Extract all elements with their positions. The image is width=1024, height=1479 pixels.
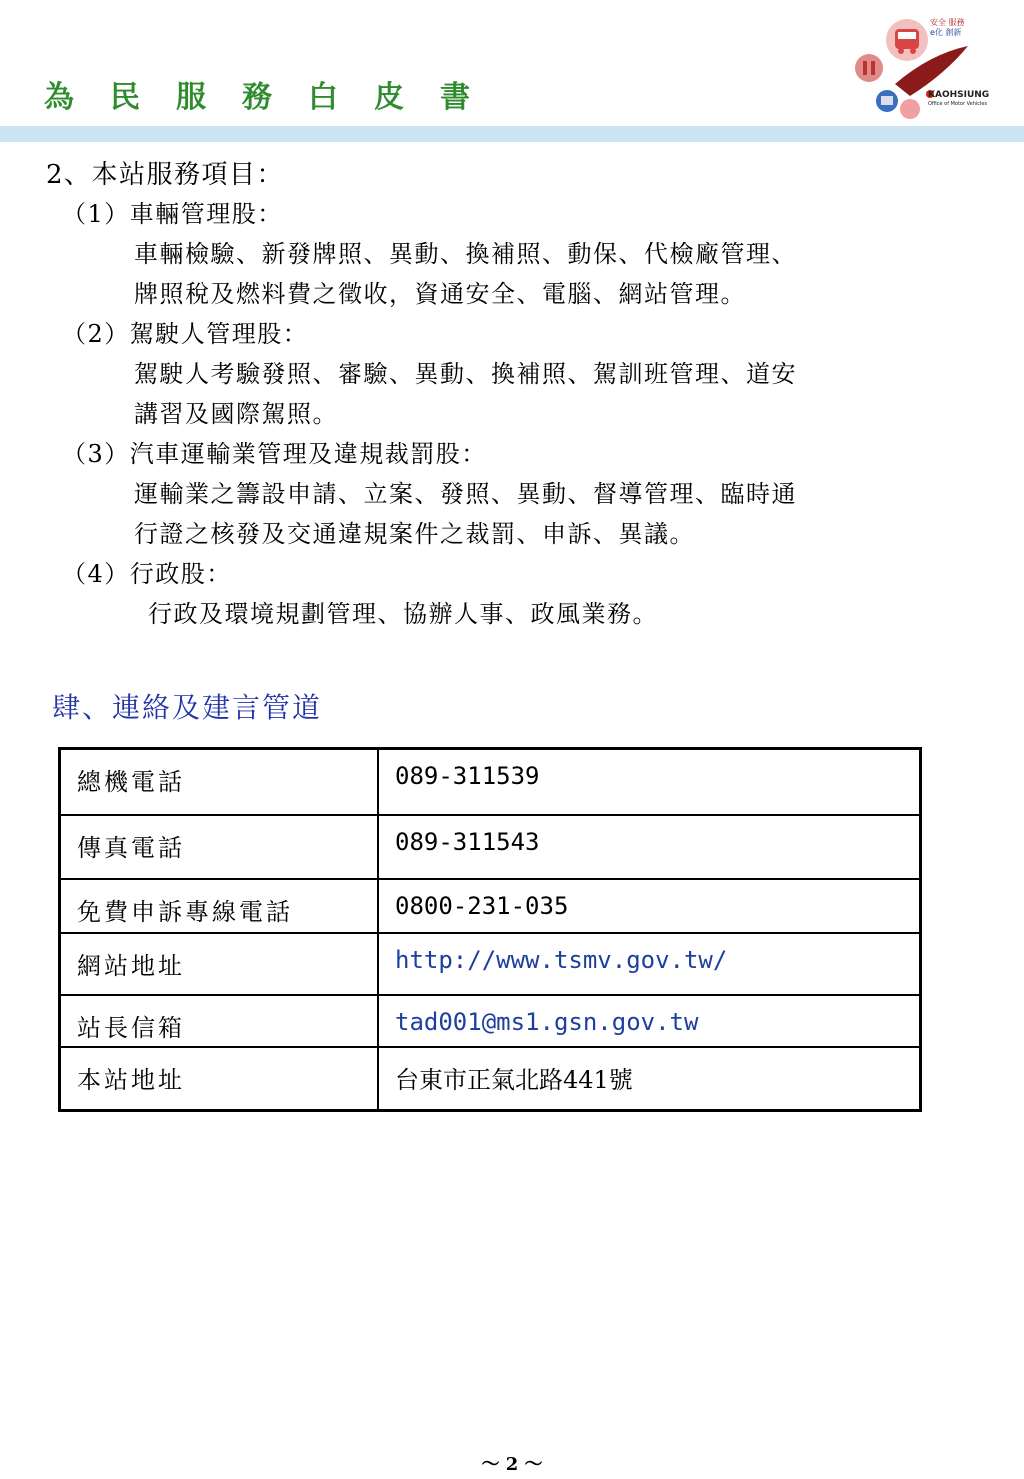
logo-slogan-line1: 安全 服務 bbox=[930, 18, 965, 27]
logo-slogan-line2: e化 創新 bbox=[930, 28, 962, 37]
service-item-desc: 運輸業之籌設申請、立案、發照、異動、督導管理、臨時通 bbox=[134, 480, 797, 508]
website-link[interactable]: http://www.tsmv.gov.tw/ bbox=[378, 933, 921, 995]
contact-value: 089-311539 bbox=[378, 749, 921, 815]
service-item-title: （1）車輛管理股： bbox=[62, 200, 283, 228]
header-divider-band bbox=[0, 126, 1024, 142]
contact-label: 本站地址 bbox=[60, 1047, 379, 1111]
people-circle-icon bbox=[855, 54, 883, 82]
motor-vehicles-office-logo bbox=[850, 14, 990, 124]
contact-section-heading: 肆、連絡及建言管道 bbox=[52, 691, 323, 724]
contact-value: 089-311543 bbox=[378, 815, 921, 879]
contact-value: 0800-231-035 bbox=[378, 879, 921, 933]
services-heading: 2、本站服務項目： bbox=[46, 160, 285, 190]
table-row bbox=[60, 749, 921, 815]
contact-value: 台東市正氣北路441號 bbox=[378, 1047, 921, 1111]
contact-label: 免費申訴專線電話 bbox=[60, 879, 379, 933]
service-item-desc: 牌照稅及燃料費之徵收，資通安全、電腦、網站管理。 bbox=[134, 280, 746, 308]
contact-label: 站長信箱 bbox=[60, 995, 379, 1047]
table-row bbox=[60, 933, 921, 995]
page-header-title: 為民服務白皮書 bbox=[44, 80, 506, 115]
logo-slogan bbox=[930, 18, 965, 38]
contact-table bbox=[58, 747, 922, 1112]
service-item-title: （4）行政股： bbox=[62, 560, 232, 588]
innovation-badge-icon bbox=[900, 99, 920, 119]
logo-city-text: KAOHSIUNG bbox=[928, 90, 990, 100]
service-item-desc: 行政及環境規劃管理、協辦人事、政風業務。 bbox=[148, 600, 658, 628]
table-row bbox=[60, 879, 921, 933]
page-number: ～ 2 ～ bbox=[481, 1454, 543, 1475]
service-item-desc: 講習及國際駕照。 bbox=[134, 400, 338, 428]
contact-label: 傳真電話 bbox=[60, 815, 379, 879]
service-item-desc: 行證之核發及交通違規案件之裁罰、申訴、異議。 bbox=[134, 520, 695, 548]
service-item-title: （2）駕駛人管理股： bbox=[62, 320, 309, 348]
contact-label: 網站地址 bbox=[60, 933, 379, 995]
service-item-title: （3）汽車運輸業管理及違規裁罰股： bbox=[62, 440, 487, 468]
table-row bbox=[60, 1047, 921, 1111]
logo-office-text: Office of Motor Vehicles bbox=[928, 101, 988, 107]
service-item-desc: 車輛檢驗、新發牌照、異動、換補照、動保、代檢廠管理、 bbox=[134, 240, 797, 268]
email-link[interactable]: tad001@ms1.gsn.gov.tw bbox=[378, 995, 921, 1047]
table-row bbox=[60, 815, 921, 879]
service-item-desc: 駕駛人考驗發照、審驗、異動、換補照、駕訓班管理、道安 bbox=[134, 360, 797, 388]
table-row bbox=[60, 995, 921, 1047]
contact-label: 總機電話 bbox=[60, 749, 379, 815]
